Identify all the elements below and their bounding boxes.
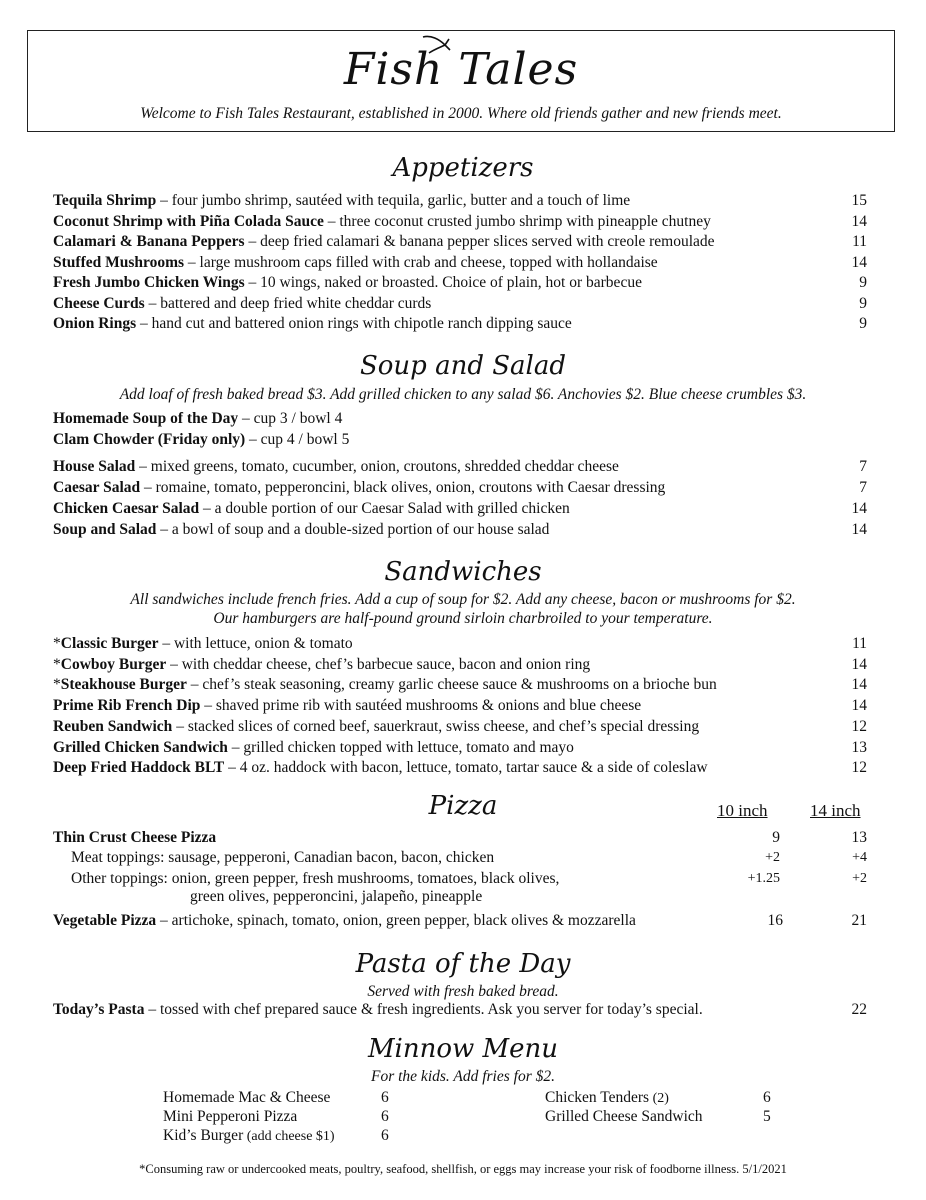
item-desc: – with lettuce, onion & tomato bbox=[158, 635, 353, 652]
menu-item bbox=[53, 634, 353, 654]
item-price: 15 bbox=[851, 192, 867, 209]
sandwiches-title: Sandwiches bbox=[384, 557, 542, 587]
kids-item-price: 5 bbox=[763, 1108, 771, 1125]
menu-item bbox=[53, 409, 342, 429]
item-name: Deep Fried Haddock BLT bbox=[53, 759, 225, 777]
kids-item bbox=[163, 1126, 335, 1146]
item-price: 14 bbox=[851, 521, 867, 538]
menu-item bbox=[53, 478, 665, 498]
item-desc: – cup 4 / bowl 5 bbox=[245, 431, 350, 448]
item-desc: – a bowl of soup and a double-sized portion of our house salad bbox=[156, 521, 550, 538]
item-name: Cowboy Burger bbox=[60, 655, 167, 673]
item-desc: – a double portion of our Caesar Salad with grilled chicken bbox=[199, 500, 570, 517]
sandwiches-note-1: All sandwiches include french fries. Add a cup of soup for $2. Add any cheese, bacon or mushrooms for $2. bbox=[130, 591, 796, 608]
item-name: Thin Crust Cheese Pizza bbox=[53, 829, 217, 846]
pasta-price: 22 bbox=[851, 1001, 867, 1018]
item-name: Kid’s Burger bbox=[163, 1127, 244, 1144]
item-desc: – battered and deep fried white cheddar curds bbox=[144, 294, 432, 312]
pizza-cheese-price-14: 13 bbox=[851, 829, 867, 846]
welcome-text: Welcome to Fish Tales Restaurant, established in 2000. Where old friends gather and new friends meet. bbox=[140, 105, 782, 122]
appetizers-title: Appetizers bbox=[392, 153, 534, 183]
pasta-note: Served with fresh baked bread. bbox=[367, 983, 559, 1000]
kids-item bbox=[163, 1088, 330, 1107]
item-name: Today’s Pasta bbox=[53, 1001, 145, 1018]
item-desc: – three coconut crusted jumbo shrimp with pineapple chutney bbox=[323, 212, 711, 230]
kids-item-price: 6 bbox=[381, 1108, 389, 1125]
item-desc: – grilled chicken topped with lettuce, tomato and mayo bbox=[227, 738, 574, 756]
item-price: 14 bbox=[851, 655, 867, 673]
item-prefix: * bbox=[53, 655, 61, 673]
item-name: Vegetable Pizza bbox=[53, 912, 157, 929]
kids-item-price: 6 bbox=[763, 1089, 771, 1106]
pasta-title: Pasta of the Day bbox=[355, 949, 571, 979]
menu-item bbox=[53, 314, 572, 334]
header-box bbox=[27, 30, 895, 132]
item-desc: – 4 oz. haddock with bacon, lettuce, tomato, tartar sauce & a side of coleslaw bbox=[224, 759, 708, 777]
item-name: Cheese Curds bbox=[53, 294, 145, 312]
pizza-other-price-14: +2 bbox=[852, 871, 867, 886]
item-name: Calamari & Banana Peppers bbox=[53, 233, 245, 250]
item-desc: – hand cut and battered onion rings with chipotle ranch dipping sauce bbox=[136, 315, 572, 332]
footer-disclaimer: *Consuming raw or undercooked meats, poultry, seafood, shellfish, or eggs may increase your risk of foodborne illness. 5/1/2021 bbox=[139, 1162, 787, 1176]
menu-item bbox=[53, 696, 641, 716]
menu-item bbox=[53, 294, 431, 314]
pizza-size-14: 14 inch bbox=[810, 801, 861, 820]
menu-item bbox=[53, 655, 590, 675]
item-name: Chicken Tenders bbox=[545, 1089, 650, 1106]
kids-item-price: 6 bbox=[381, 1089, 389, 1106]
kids-title: Minnow Menu bbox=[367, 1034, 559, 1064]
item-desc: – romaine, tomato, pepperoncini, black olives, onion, croutons with Caesar dressing bbox=[140, 479, 666, 496]
menu-item bbox=[53, 675, 717, 695]
item-price: 9 bbox=[859, 294, 867, 312]
item-name: Coconut Shrimp with Piña Colada Sauce bbox=[53, 212, 324, 230]
menu-item bbox=[53, 499, 570, 519]
pizza-title: Pizza bbox=[428, 791, 498, 821]
item-name: Classic Burger bbox=[60, 635, 159, 652]
pizza-size-10: 10 inch bbox=[717, 801, 768, 820]
item-name: Prime Rib French Dip bbox=[53, 697, 201, 715]
kids-note: For the kids. Add fries for $2. bbox=[371, 1068, 555, 1085]
item-price: 11 bbox=[852, 635, 867, 652]
pasta-item bbox=[53, 1000, 703, 1020]
item-name: Caesar Salad bbox=[53, 479, 141, 496]
pizza-cheese bbox=[53, 828, 216, 848]
kids-item bbox=[163, 1107, 297, 1126]
item-name: Onion Rings bbox=[53, 315, 137, 332]
menu-item bbox=[53, 253, 658, 273]
item-desc: – chef’s steak seasoning, creamy garlic cheese sauce & mushrooms on a brioche bun bbox=[186, 676, 717, 694]
pizza-other-toppings: Other toppings: onion, green pepper, fresh mushrooms, tomatoes, black olives, bbox=[71, 870, 560, 887]
item-desc: – deep fried calamari & banana pepper slices served with creole remoulade bbox=[244, 233, 715, 250]
item-prefix: * bbox=[53, 635, 61, 652]
item-name: Fresh Jumbo Chicken Wings bbox=[53, 274, 245, 291]
item-price: 9 bbox=[859, 315, 867, 332]
item-desc: – mixed greens, tomato, cucumber, onion, croutons, shredded cheddar cheese bbox=[135, 458, 619, 475]
menu-item bbox=[53, 232, 715, 252]
item-price: 14 bbox=[851, 500, 867, 517]
menu-item bbox=[53, 212, 711, 232]
item-extra: (add cheese $1) bbox=[243, 1129, 335, 1144]
soup-salad-title: Soup and Salad bbox=[359, 351, 567, 381]
item-desc: – 10 wings, naked or broasted. Choice of plain, hot or barbecue bbox=[244, 274, 642, 291]
item-desc: – cup 3 / bowl 4 bbox=[238, 410, 343, 427]
item-name: Soup and Salad bbox=[53, 521, 157, 538]
restaurant-logo: Fish Tales bbox=[343, 44, 579, 95]
pizza-veg-price-14: 21 bbox=[851, 912, 867, 929]
menu-item bbox=[53, 191, 630, 211]
item-name: Homemade Mac & Cheese bbox=[163, 1089, 331, 1106]
pizza-cheese-price-10: 9 bbox=[772, 829, 780, 846]
item-desc: – shaved prime rib with sautéed mushrooms & onions and blue cheese bbox=[200, 697, 642, 715]
item-desc: – artichoke, spinach, tomato, onion, green pepper, black olives & mozzarella bbox=[156, 912, 636, 929]
menu-item bbox=[53, 717, 699, 737]
item-name: House Salad bbox=[53, 458, 136, 475]
item-name: Steakhouse Burger bbox=[60, 676, 187, 694]
item-name: Reuben Sandwich bbox=[53, 717, 173, 735]
pizza-vegetable bbox=[53, 911, 636, 931]
item-extra: (2) bbox=[649, 1091, 669, 1106]
soup-salad-note: Add loaf of fresh baked bread $3. Add grilled chicken to any salad $6. Anchovies $2. Blue cheese crumbles $3. bbox=[119, 386, 807, 403]
pizza-other-price-10: +1.25 bbox=[747, 871, 780, 886]
item-name: Mini Pepperoni Pizza bbox=[163, 1108, 298, 1125]
pizza-other-toppings-2: green olives, pepperoncini, jalapeño, pineapple bbox=[190, 888, 483, 905]
item-desc: – with cheddar cheese, chef’s barbecue sauce, bacon and onion ring bbox=[166, 655, 591, 673]
item-name: Tequila Shrimp bbox=[53, 192, 157, 209]
item-name: Grilled Cheese Sandwich bbox=[545, 1108, 703, 1125]
item-price: 14 bbox=[851, 676, 867, 694]
item-price: 14 bbox=[851, 253, 867, 271]
menu-item bbox=[53, 273, 642, 293]
item-desc: – stacked slices of corned beef, sauerkraut, swiss cheese, and chef’s special dressing bbox=[172, 717, 700, 735]
menu-item bbox=[53, 738, 574, 758]
item-price: 14 bbox=[851, 212, 867, 230]
kids-item bbox=[545, 1107, 703, 1126]
item-price: 9 bbox=[859, 274, 867, 291]
sandwiches-note-2: Our hamburgers are half-pound ground sirloin charbroiled to your temperature. bbox=[213, 610, 713, 627]
menu-item bbox=[53, 457, 619, 477]
kids-item-price: 6 bbox=[381, 1127, 389, 1144]
item-price: 7 bbox=[859, 458, 867, 475]
item-price: 11 bbox=[852, 233, 867, 250]
item-price: 12 bbox=[851, 717, 867, 735]
item-name: Clam Chowder (Friday only) bbox=[53, 431, 246, 448]
kids-item bbox=[545, 1088, 669, 1108]
item-desc: – tossed with chef prepared sauce & fresh ingredients. Ask you server for today’s special. bbox=[144, 1001, 703, 1018]
pizza-veg-price-10: 16 bbox=[767, 912, 783, 929]
pizza-meat-price-14: +4 bbox=[852, 850, 867, 865]
menu-item bbox=[53, 430, 349, 450]
menu-item bbox=[53, 520, 549, 540]
item-name: Chicken Caesar Salad bbox=[53, 500, 200, 517]
item-name: Stuffed Mushrooms bbox=[53, 253, 185, 271]
item-price: 12 bbox=[851, 759, 867, 777]
pizza-meat-toppings: Meat toppings: sausage, pepperoni, Canadian bacon, bacon, chicken bbox=[71, 849, 495, 866]
item-price: 13 bbox=[851, 738, 867, 756]
item-name: Homemade Soup of the Day bbox=[53, 410, 239, 427]
item-price: 7 bbox=[859, 479, 867, 496]
item-name: Grilled Chicken Sandwich bbox=[53, 738, 228, 756]
pizza-meat-price-10: +2 bbox=[765, 850, 780, 865]
item-prefix: * bbox=[53, 676, 61, 694]
menu-item bbox=[53, 758, 708, 778]
item-price: 14 bbox=[851, 697, 867, 715]
item-desc: – large mushroom caps filled with crab and cheese, topped with hollandaise bbox=[184, 253, 658, 271]
item-desc: – four jumbo shrimp, sautéed with tequila, garlic, butter and a touch of lime bbox=[156, 192, 631, 209]
